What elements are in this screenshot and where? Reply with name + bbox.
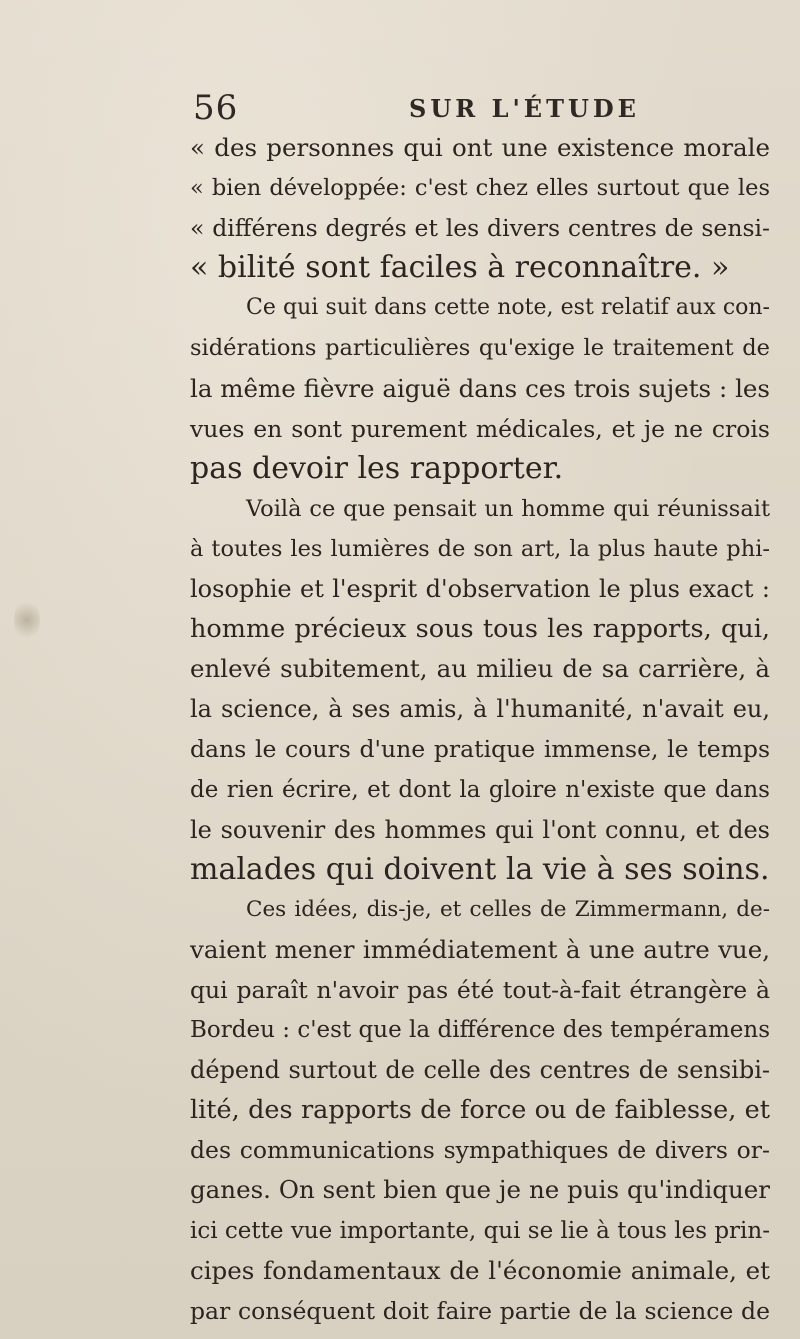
text-line: homme précieux sous tous les rapports, qui, (190, 614, 770, 645)
text-line: Voilà ce que pensait un homme qui réunissait (246, 495, 770, 522)
text-line: « des personnes qui ont une existence morale (190, 133, 770, 162)
text-line: « bien développée: c'est chez elles surtout que les (190, 175, 770, 202)
text-line: ici cette vue importante, qui se lie à tous les prin- (190, 1217, 770, 1244)
text-line: vaient mener immédiatement à une autre vue, (190, 934, 770, 964)
page-number: 56 (193, 88, 239, 128)
text-line: qui paraît n'avoir pas été tout-à-fait étrangère à (190, 975, 770, 1004)
text-line: lité, des rapports de force ou de faiblesse, et (190, 1095, 770, 1126)
text-line: losophie et l'esprit d'observation le plus exact : (190, 575, 770, 604)
text-line: des communications sympathiques de divers or- (190, 1136, 770, 1165)
text-line: Ces idées, dis-je, et celles de Zimmermann, de- (246, 896, 770, 922)
text-line: la même fièvre aiguë dans ces trois sujets : les (190, 373, 770, 403)
paper-stain (14, 598, 40, 642)
text-line: Bordeu : c'est que la différence des tempéramens (190, 1017, 770, 1044)
text-line: malades qui doivent la vie à ses soins. (190, 851, 770, 887)
text-line: vues en sont purement médicales, et je ne crois (190, 414, 770, 443)
text-line: ganes. On sent bien que je ne puis qu'indiquer (190, 1175, 770, 1205)
text-line: à toutes les lumières de son art, la plus haute phi- (190, 535, 770, 562)
text-line: pas devoir les rapporter. (190, 450, 564, 486)
text-line: Ce qui suit dans cette note, est relatif aux con- (246, 295, 770, 321)
text-line: le souvenir des hommes qui l'ont connu, et des (190, 815, 770, 844)
text-line: par conséquent doit faire partie de la science de (190, 1296, 770, 1325)
text-line: dépend surtout de celle des centres de sensibi- (190, 1056, 770, 1085)
text-line: la science, à ses amis, à l'humanité, n'avait eu, (190, 695, 770, 724)
text-line: enlevé subitement, au milieu de sa carrière, à (190, 654, 770, 684)
running-head (193, 88, 753, 128)
text-line: de rien écrire, et dont la gloire n'existe que dans (190, 776, 770, 803)
body-text (190, 128, 770, 1331)
running-title: SUR L'ÉTUDE (409, 94, 640, 123)
text-line: « différens degrés et les divers centres de sensi- (190, 214, 770, 243)
text-line: « bilité sont faciles à reconnaître. » (190, 250, 730, 286)
text-line: dans le cours d'une pratique immense, le temps (190, 735, 770, 764)
text-line: cipes fondamentaux de l'économie animale, et (190, 1255, 770, 1285)
text-line: sidérations particulières qu'exige le traitement de (190, 335, 770, 362)
